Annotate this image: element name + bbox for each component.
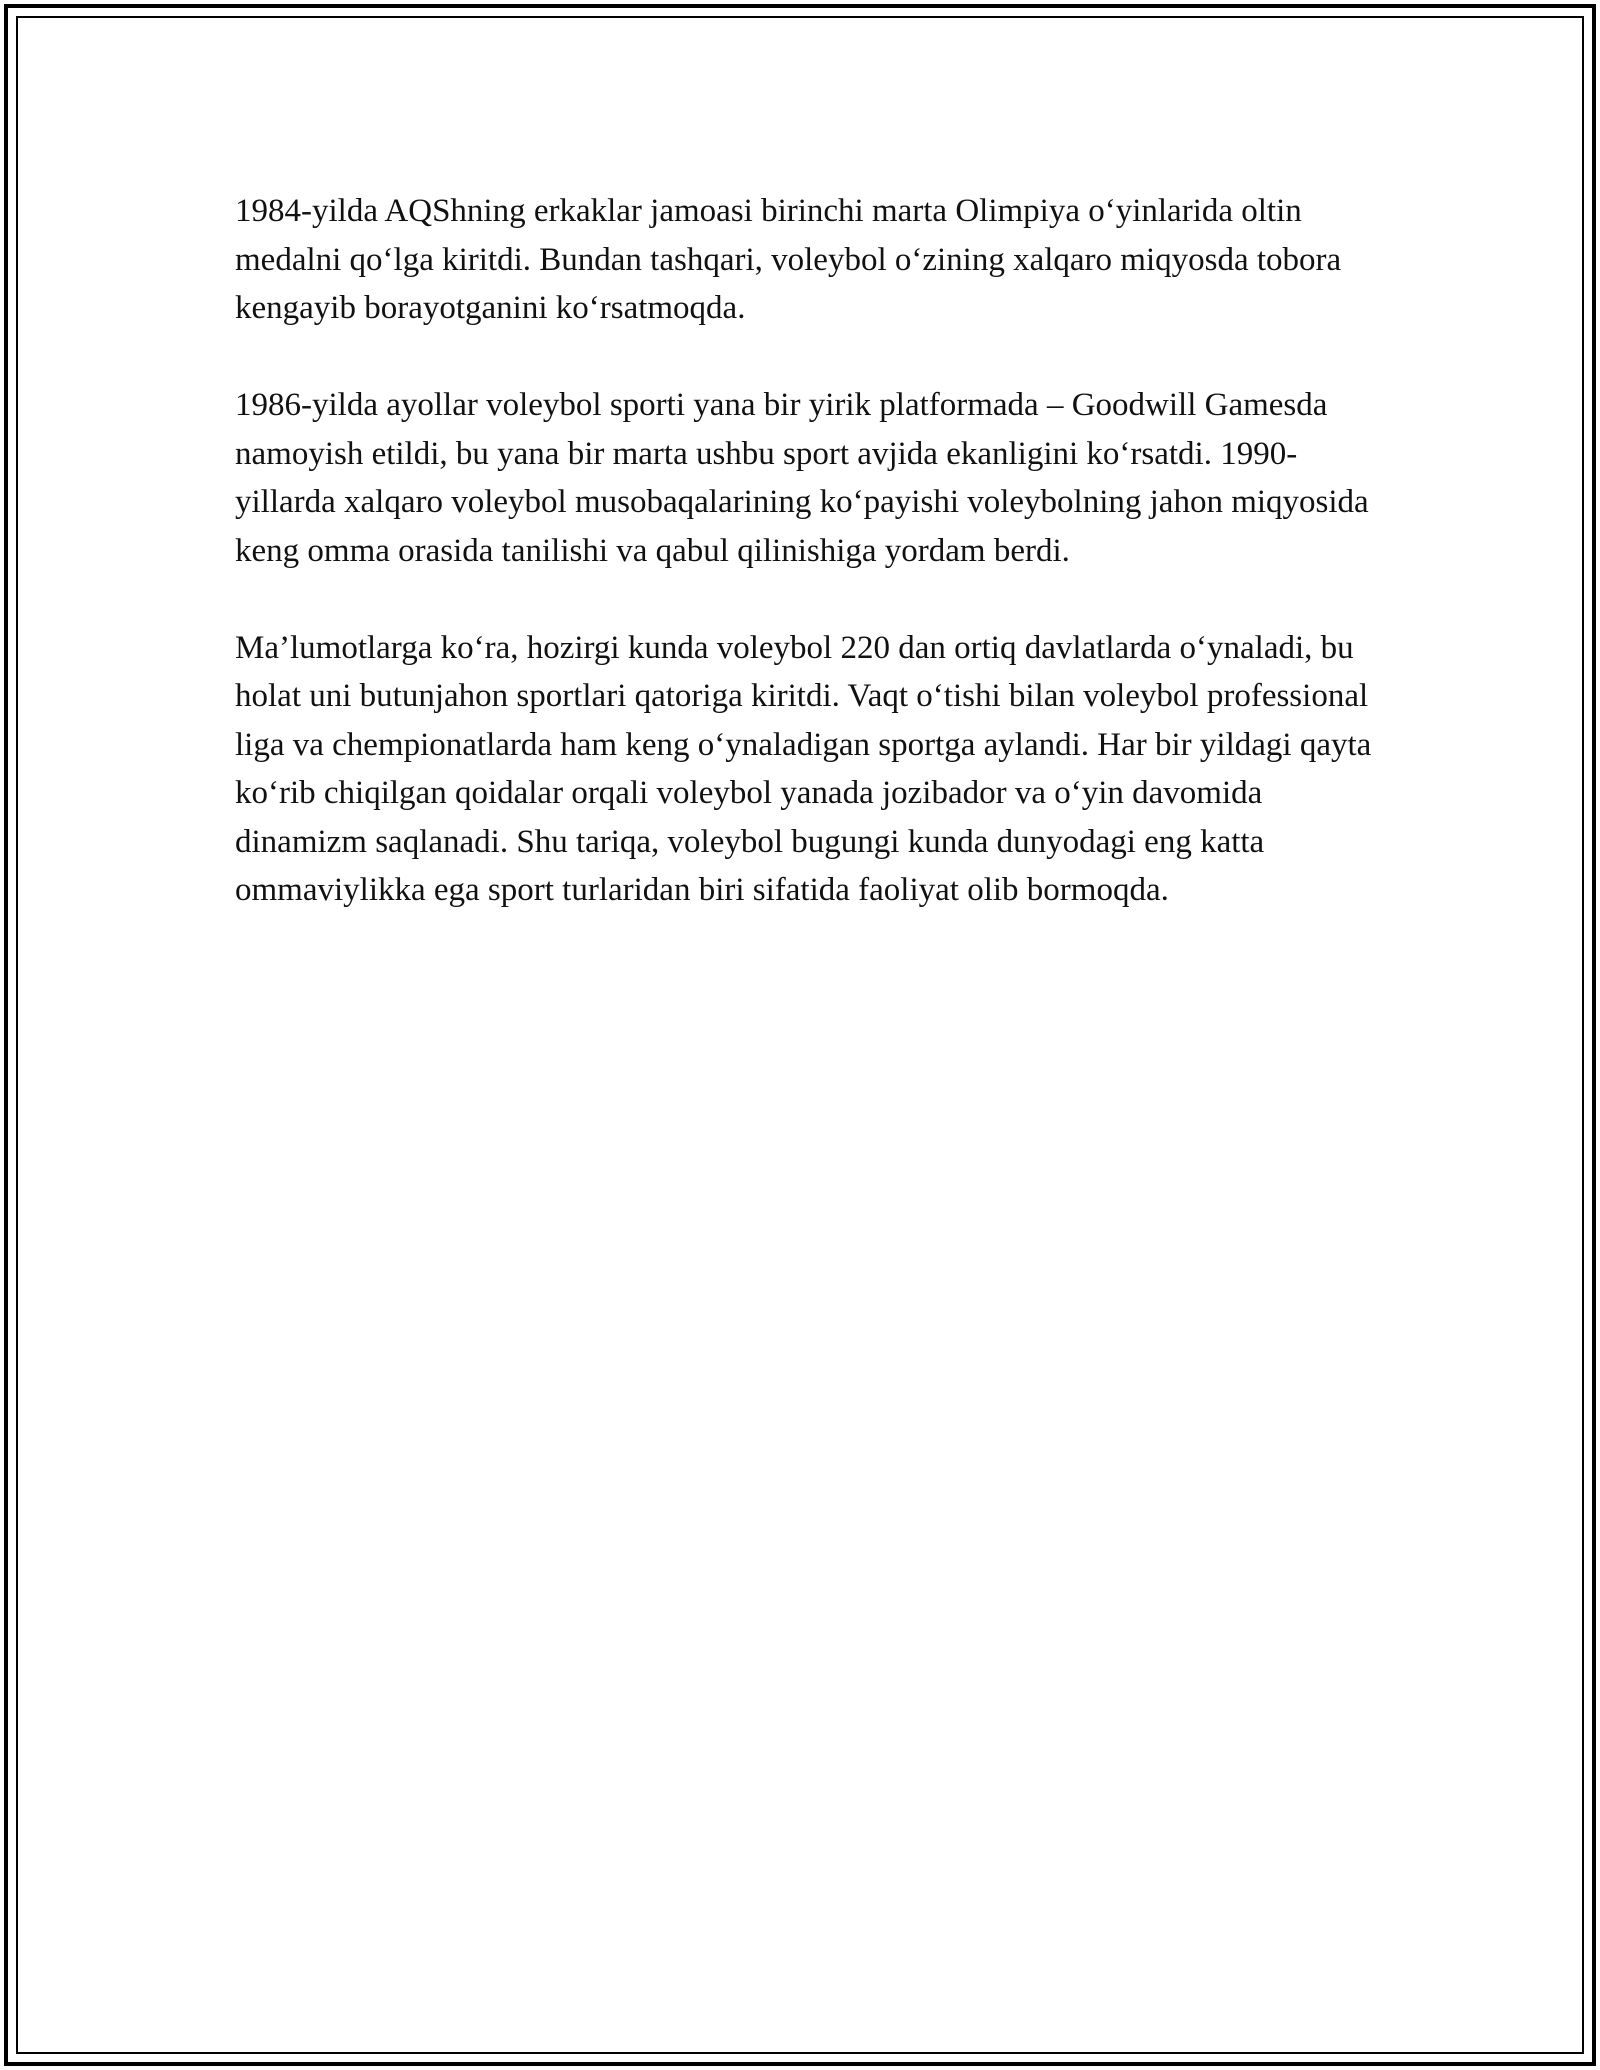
paragraph-today: Ma’lumotlarga ko‘ra, hozirgi kunda voleybol 220 dan ortiq davlatlarda o‘ynaladi, bu holat uni butunjahon sportlari qatoriga kiritdi. Vaqt o‘tishi bilan voleybol professional liga va chempionatlarda ham keng o‘ynaladigan sportga aylandi. Har bir yildagi qayta ko‘rib chiqilgan qoidalar orqali voleybol yanada jozibador va o‘yin davomida dinamizm saqlanadi. Shu tariqa, voleybol bugungi kunda dunyodagi eng katta ommaviylikka ega sport turlaridan biri sifatida faoliyat olib bormoqda. [235,629,1372,908]
paragraph-1984: 1984-yilda AQShning erkaklar jamoasi birinchi marta Olimpiya o‘yinlarida oltin medalni qo‘lga kiritdi. Bundan tashqari, voleybol o‘zining xalqaro miqyosda tobora kengayib borayotganini ko‘rsatmoqda. [235,193,1342,326]
paragraph-1986: 1986-yilda ayollar voleybol sporti yana bir yirik platformada – Goodwill Gamesda namoyish etildi, bu yana bir marta ushbu sport avjida ekanligini ko‘rsatdi. 1990-yillarda xalqaro voleybol musobaqalarining ko‘payishi voleybolning jahon miqyosida keng omma orasida tanilishi va qabul qilinishiga yordam berdi. [235,387,1369,569]
document-body [235,187,1375,963]
